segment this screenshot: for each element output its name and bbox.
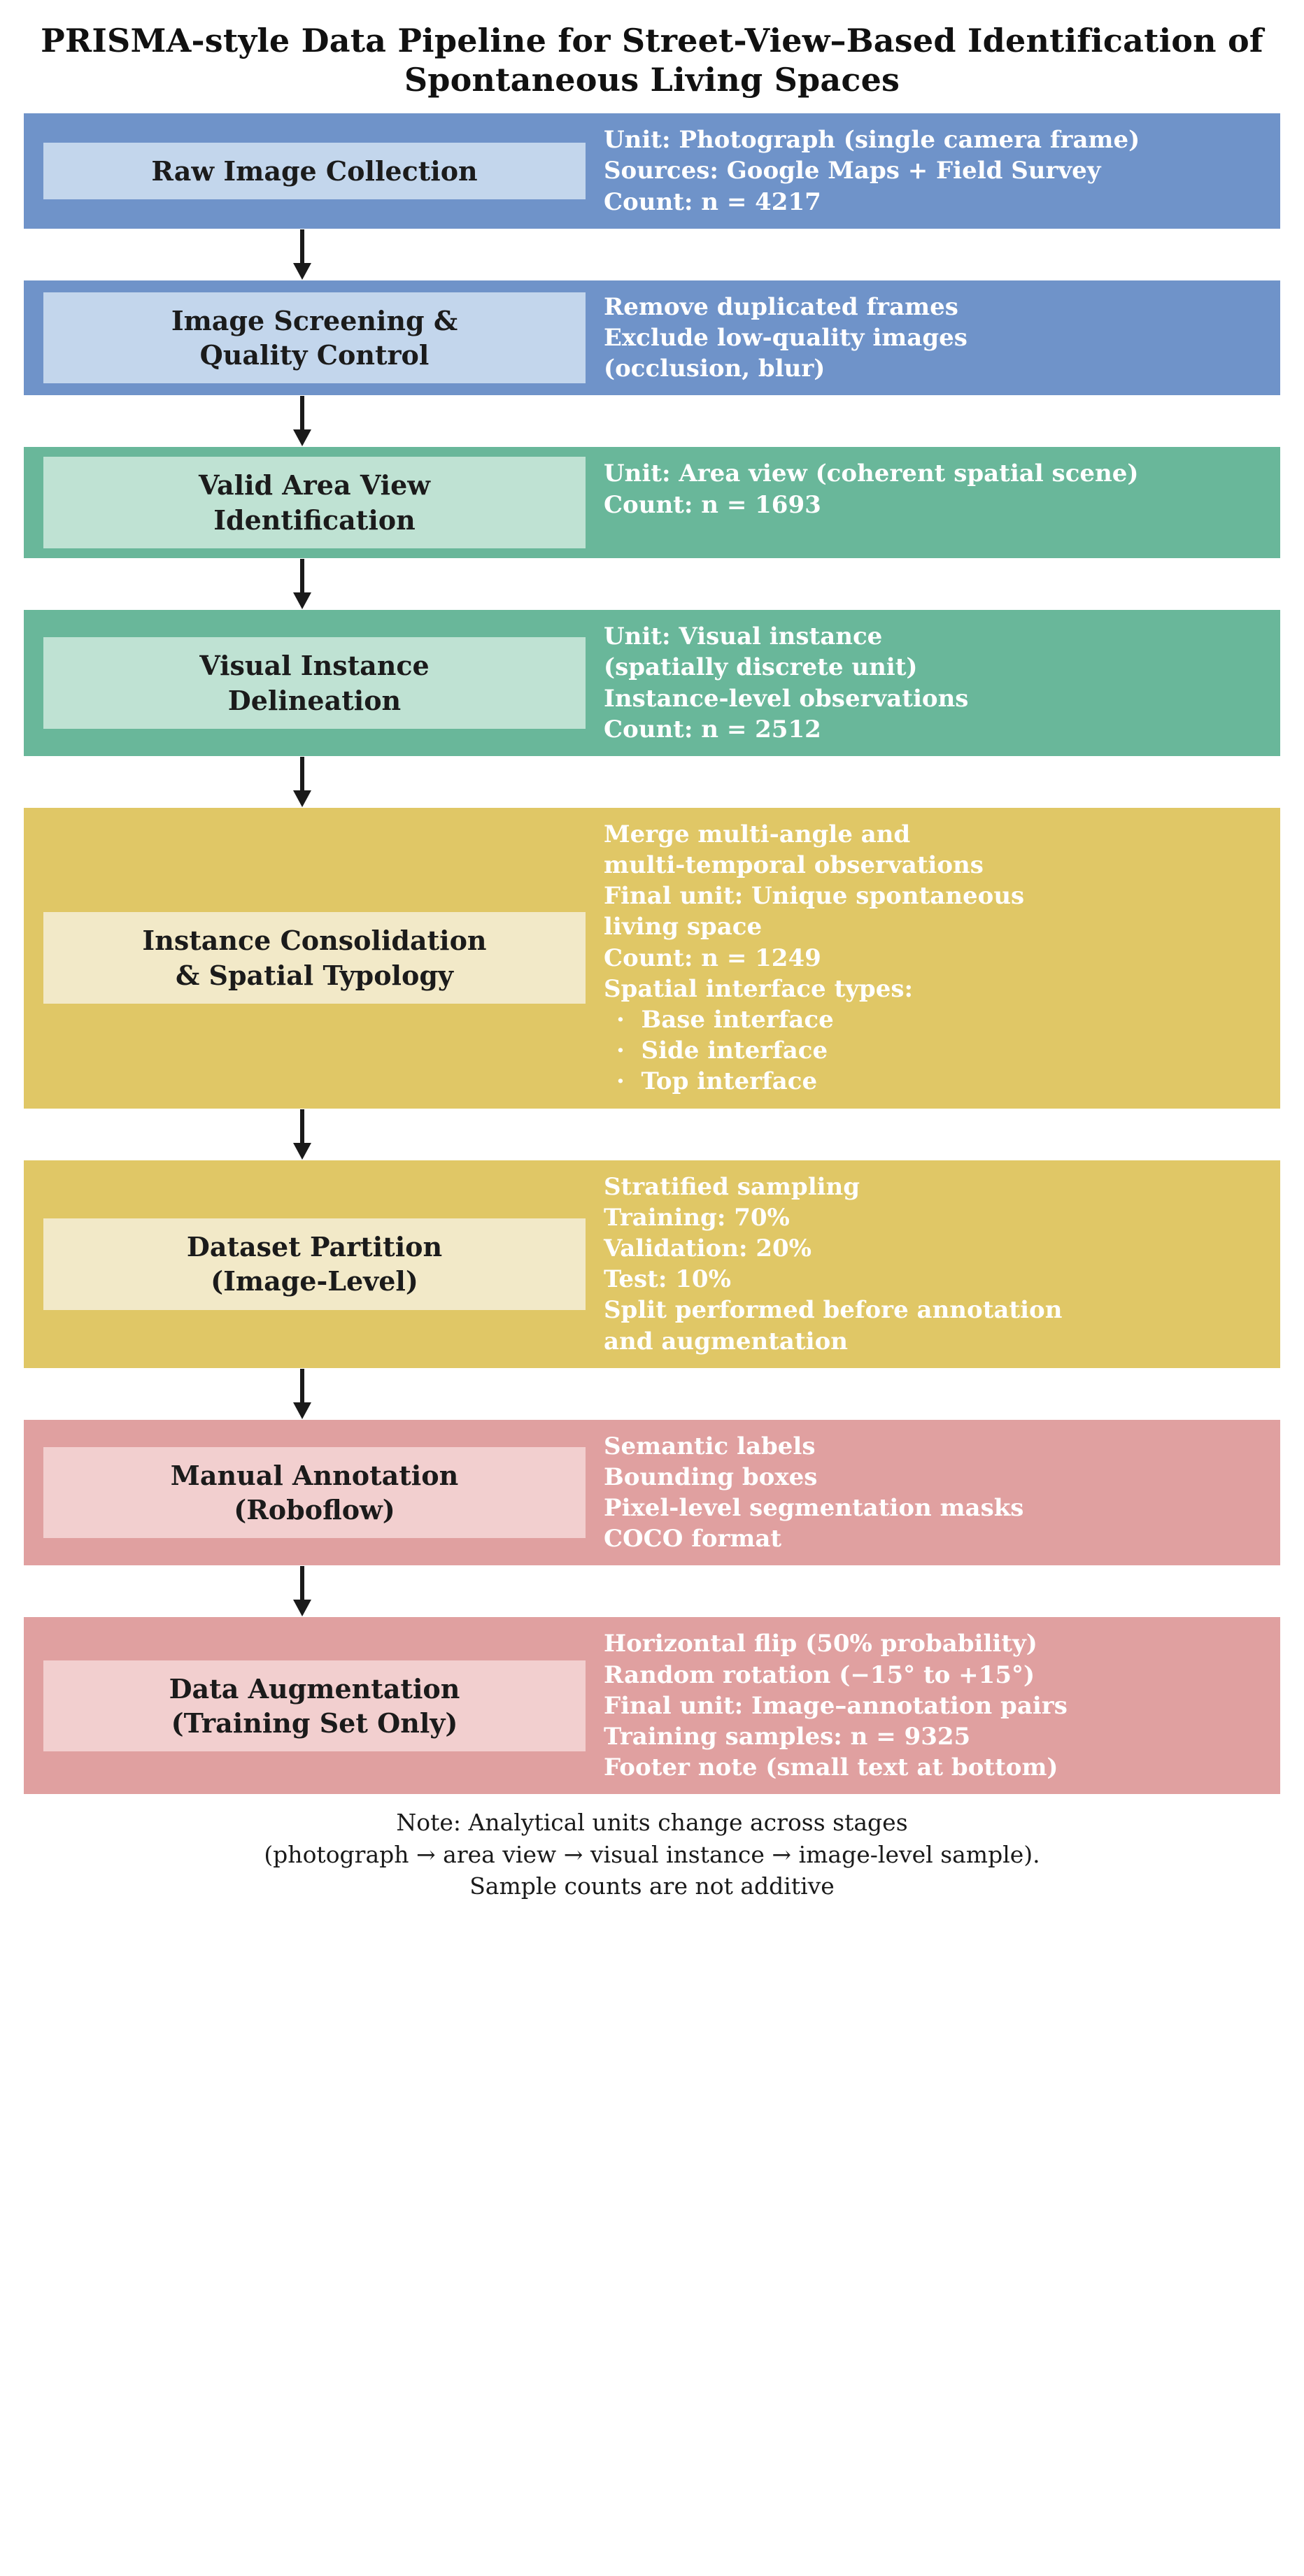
stage-label: Instance Consolidation & Spatial Typology: [43, 912, 586, 1004]
page-title: PRISMA-style Data Pipeline for Street-View–Based Identification of Spontaneous Living Spaces: [41, 22, 1263, 99]
stage-label-container: [36, 457, 593, 548]
pipeline-stage: [24, 1420, 1280, 1566]
stage-detail-line: Spatial interface types:: [604, 974, 914, 1003]
footer-line: (photograph → area view → visual instance → image-level sample).: [264, 1840, 1040, 1868]
pipeline-stage: [24, 808, 1280, 1109]
flow-arrow: [24, 1109, 1280, 1160]
stage-label: Raw Image Collection: [43, 143, 586, 199]
stage-details: [593, 457, 1268, 548]
stage-detail-line: Test: 10%: [604, 1265, 731, 1294]
flow-arrow-inner: [24, 559, 580, 609]
stage-detail-line: Unit: Area view (coherent spatial scene): [604, 460, 1139, 488]
stage-detail-line: Bounding boxes: [604, 1463, 818, 1491]
stage-detail-line: Final unit: Unique spontaneous: [604, 882, 1025, 911]
flow-arrow: [24, 558, 1280, 610]
stage-detail-line: Semantic labels: [604, 1432, 816, 1460]
flow-arrow: [24, 1565, 1280, 1617]
stage-details: [593, 1430, 1268, 1556]
stage-detail-line: COCO format: [604, 1525, 782, 1553]
stage-label-container: [36, 123, 593, 219]
stage-details: [593, 1170, 1268, 1358]
flow-arrow-inner: [24, 1109, 580, 1160]
stage-detail-line: Count: n = 2512: [604, 715, 821, 743]
stage-detail-line: multi-temporal observations: [604, 851, 984, 880]
pipeline-flow: [24, 113, 1280, 1794]
stage-details: [593, 1627, 1268, 1784]
footer-line: Note: Analytical units change across stages: [396, 1809, 908, 1837]
stage-label-container: [36, 1430, 593, 1556]
stage-detail-bullet: · Base interface: [616, 1006, 834, 1034]
flow-arrow-inner: [24, 229, 580, 280]
flow-arrow-inner: [24, 396, 580, 446]
stage-detail-line: living space: [604, 913, 763, 941]
stage-label: Visual Instance Delineation: [43, 637, 586, 729]
stage-label-container: [36, 290, 593, 386]
flow-arrow: [24, 1368, 1280, 1420]
stage-detail-line: Footer note (small text at bottom): [604, 1753, 1058, 1782]
flow-arrow-inner: [24, 757, 580, 807]
pipeline-stage: [24, 447, 1280, 558]
stage-detail-line: (spatially discrete unit): [604, 653, 918, 682]
stage-detail-line: and augmentation: [604, 1327, 848, 1355]
stage-detail-line: Random rotation (−15° to +15°): [604, 1660, 1035, 1689]
flow-arrow: [24, 395, 1280, 447]
pipeline-stage: [24, 113, 1280, 229]
stage-detail-line: Count: n = 1249: [604, 944, 821, 972]
flow-arrow: [24, 756, 1280, 808]
stage-detail-line: Training: 70%: [604, 1203, 790, 1232]
flow-arrow: [24, 229, 1280, 280]
pipeline-stage: [24, 1617, 1280, 1794]
stage-details: [593, 123, 1268, 219]
stage-detail-line: (occlusion, blur): [604, 355, 825, 383]
stage-detail-line: Remove duplicated frames: [604, 292, 958, 321]
pipeline-stage: [24, 280, 1280, 396]
pipeline-stage: [24, 610, 1280, 756]
stage-label: Dataset Partition (Image-Level): [43, 1218, 586, 1310]
stage-detail-bullet: · Top interface: [616, 1067, 818, 1096]
stage-detail-line: Final unit: Image–annotation pairs: [604, 1691, 1068, 1720]
stage-details: [593, 818, 1268, 1099]
stage-detail-line: Instance-level observations: [604, 684, 969, 713]
stage-label-container: [36, 1170, 593, 1358]
stage-details: [593, 620, 1268, 746]
stage-details: [593, 290, 1268, 386]
stage-detail-line: Validation: 20%: [604, 1234, 812, 1262]
stage-detail-line: Pixel-level segmentation masks: [604, 1494, 1024, 1523]
stage-detail-line: Count: n = 1693: [604, 490, 821, 519]
stage-detail-bullet: · Side interface: [616, 1037, 828, 1065]
stage-detail-line: Count: n = 4217: [604, 187, 821, 216]
stage-detail-line: Merge multi-angle and: [604, 820, 911, 848]
flow-arrow-inner: [24, 1566, 580, 1616]
stage-detail-line: Horizontal flip (50% probability): [604, 1630, 1037, 1658]
stage-label: Image Screening & Quality Control: [43, 292, 586, 384]
stage-label-container: [36, 1627, 593, 1784]
footer-line: Sample counts are not additive: [469, 1872, 835, 1900]
stage-detail-line: Unit: Visual instance: [604, 622, 883, 651]
pipeline-stage: [24, 1160, 1280, 1368]
footer-note: [24, 1807, 1280, 1902]
stage-detail-line: Exclude low-quality images: [604, 323, 968, 352]
stage-label-container: [36, 818, 593, 1099]
stage-detail-line: Sources: Google Maps + Field Survey: [604, 157, 1101, 185]
stage-label: Manual Annotation (Roboflow): [43, 1447, 586, 1539]
stage-label: Valid Area View Identification: [43, 457, 586, 548]
stage-detail-line: Stratified sampling: [604, 1172, 860, 1201]
stage-label-container: [36, 620, 593, 746]
flow-arrow-inner: [24, 1369, 580, 1419]
stage-detail-line: Training samples: n = 9325: [604, 1723, 971, 1751]
stage-label: Data Augmentation (Training Set Only): [43, 1660, 586, 1752]
stage-detail-line: Unit: Photograph (single camera frame): [604, 126, 1140, 155]
stage-detail-line: Split performed before annotation: [604, 1296, 1063, 1325]
